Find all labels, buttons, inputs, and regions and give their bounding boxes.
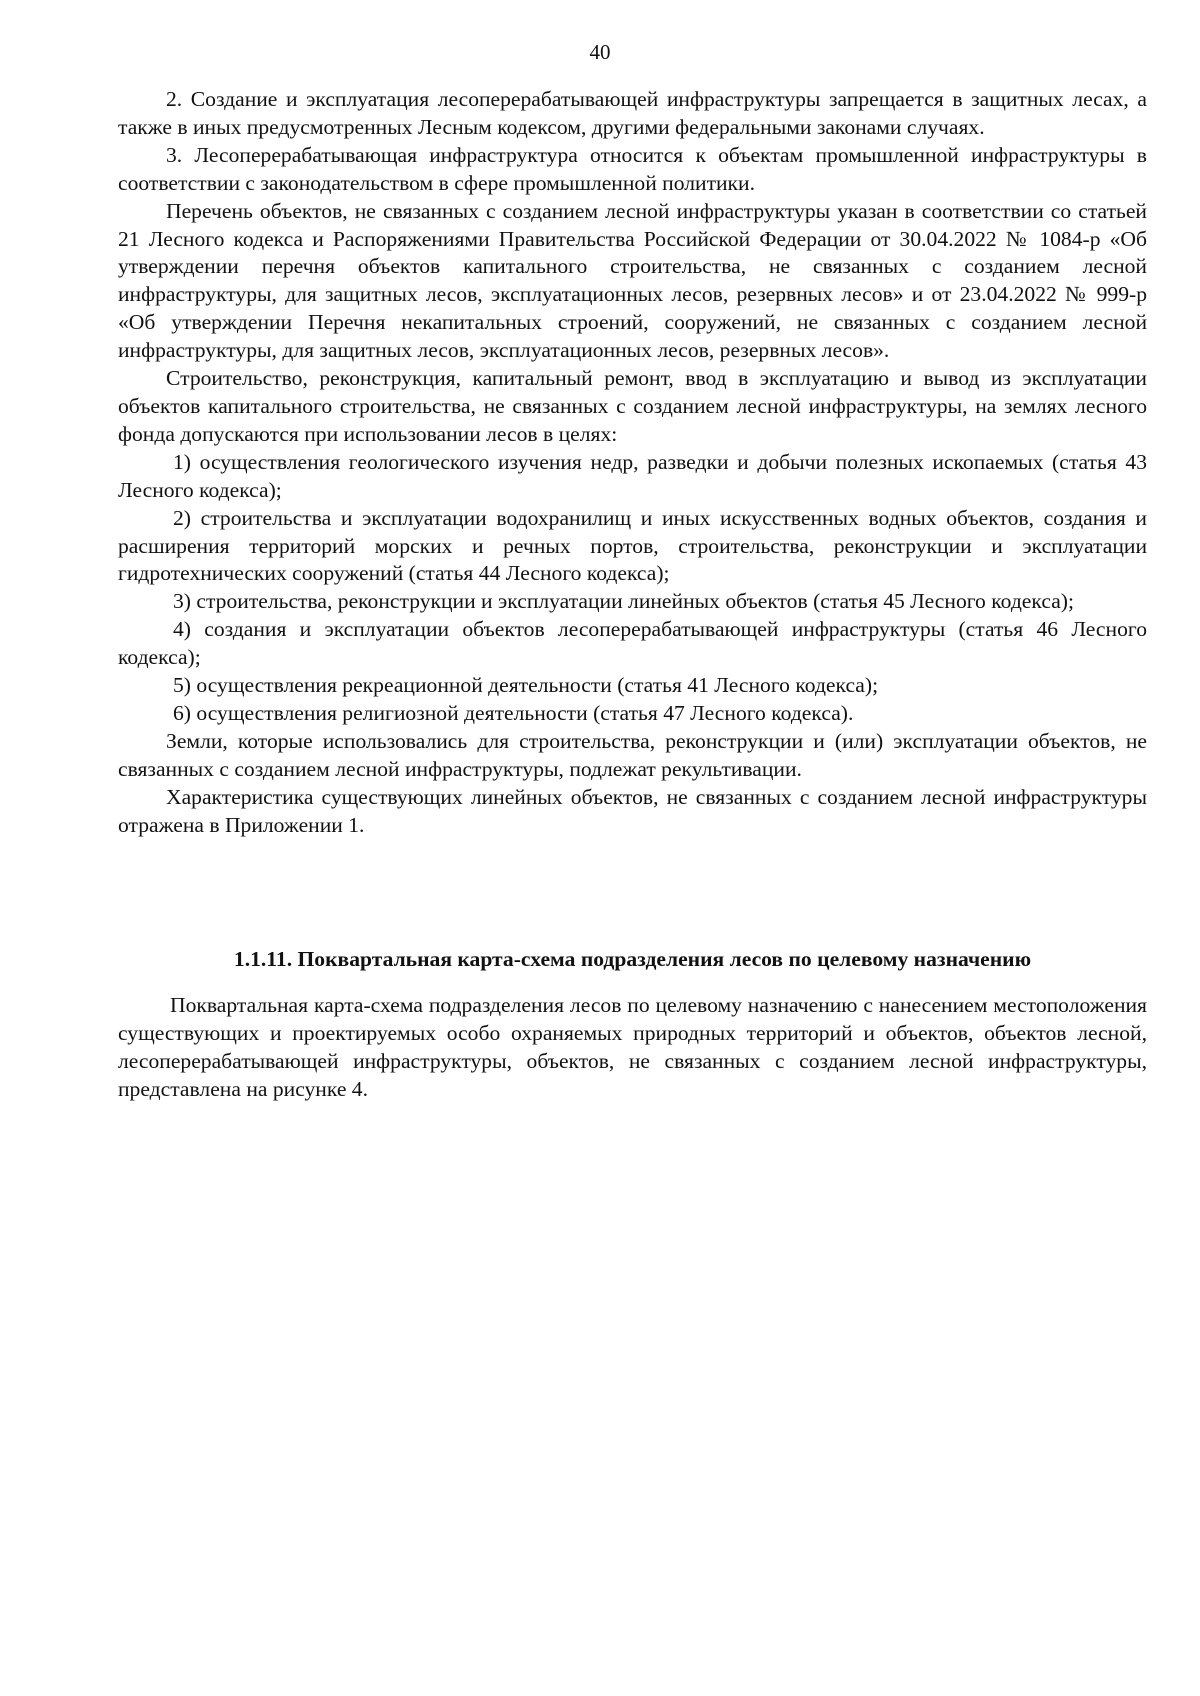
paragraph-3: 3. Лесоперерабатывающая инфраструктура относится к объектам промышленной инфраструктуры в соответствии с законодательством в сфере промышленной политики. bbox=[118, 142, 1147, 195]
paragraph-construction: Строительство, реконструкция, капитальный ремонт, ввод в эксплуатацию и вывод из эксплуатации объектов капитального строительства, не связанных с созданием лесной инфраструктуры, на землях лесного фонда допускаются при использовании лесов в целях: bbox=[118, 366, 1147, 446]
list-item-3: 3) строительства, реконструкции и эксплуатации линейных объектов (статья 45 Лесного кодекса); bbox=[173, 589, 1074, 614]
list-item-4: 4) создания и эксплуатации объектов лесоперерабатывающей инфраструктуры (статья 46 Лесного кодекса); bbox=[118, 617, 1147, 670]
section-paragraph: Поквартальная карта-схема подразделения лесов по целевому назначению с нанесением местоположения существующих и проектируемых особо охраняемых природных территорий и объектов, объектов лесной, лесоперерабатывающей инфраструктуры, объектов, не связанных с созданием лесной инфраструктуры, представлена на рисунке 4. bbox=[118, 993, 1147, 1101]
list-item-2: 2) строительства и эксплуатации водохранилищ и иных искусственных водных объектов, создания и расширения территорий морских и речных портов, строительства, реконструкции и эксплуатации гидротехнических сооружений (статья 44 Лесного кодекса); bbox=[118, 505, 1147, 586]
list-item-1: 1) осуществления геологического изучения недр, разведки и добычи полезных ископаемых (статья 43 Лесного кодекса); bbox=[118, 449, 1147, 502]
paragraph-2: 2. Создание и эксплуатация лесоперерабатывающей инфраструктуры запрещается в защитных лесах, а также в иных предусмотренных Лесным кодексом, другими федеральными законами случаях. bbox=[118, 87, 1147, 139]
section-heading: 1.1.11. Поквартальная карта-схема подразделения лесов по целевому назначению bbox=[233, 947, 1032, 971]
section-body bbox=[118, 992, 1147, 1104]
body-text bbox=[118, 86, 1147, 839]
list-item-5: 5) осуществления рекреационной деятельности (статья 41 Лесного кодекса); bbox=[173, 673, 879, 698]
paragraph-objects-list: Перечень объектов, не связанных с созданием лесной инфраструктуры указан в соответствии со статьей 21 Лесного кодекса и Распоряжениями Правительства Российской Федерации от 30.04.2022 № 1084-р «Об утверждении перечня объектов капитального строительства, не связанных с созданием лесной инфраструктуры, для защитных лесов, эксплуатационных лесов, резервных лесов» и от 23.04.2022 № 999-р «Об утверждении Перечня некапитальных строений, сооружений, не связанных с созданием лесной инфраструктуры, для защитных лесов, эксплуатационных лесов, резервных лесов». bbox=[118, 198, 1147, 363]
paragraph-recultivation: Земли, которые использовались для строительства, реконструкции и (или) эксплуатации объектов, не связанных с созданием лесной инфраструктуры, подлежат рекультивации. bbox=[118, 728, 1147, 781]
page-number: 40 bbox=[589, 40, 611, 64]
paragraph-appendix-reference: Характеристика существующих линейных объектов, не связанных с созданием лесной инфраструктуры отражена в Приложении 1. bbox=[118, 784, 1147, 837]
list-item-6: 6) осуществления религиозной деятельности (статья 47 Лесного кодекса). bbox=[173, 700, 854, 725]
